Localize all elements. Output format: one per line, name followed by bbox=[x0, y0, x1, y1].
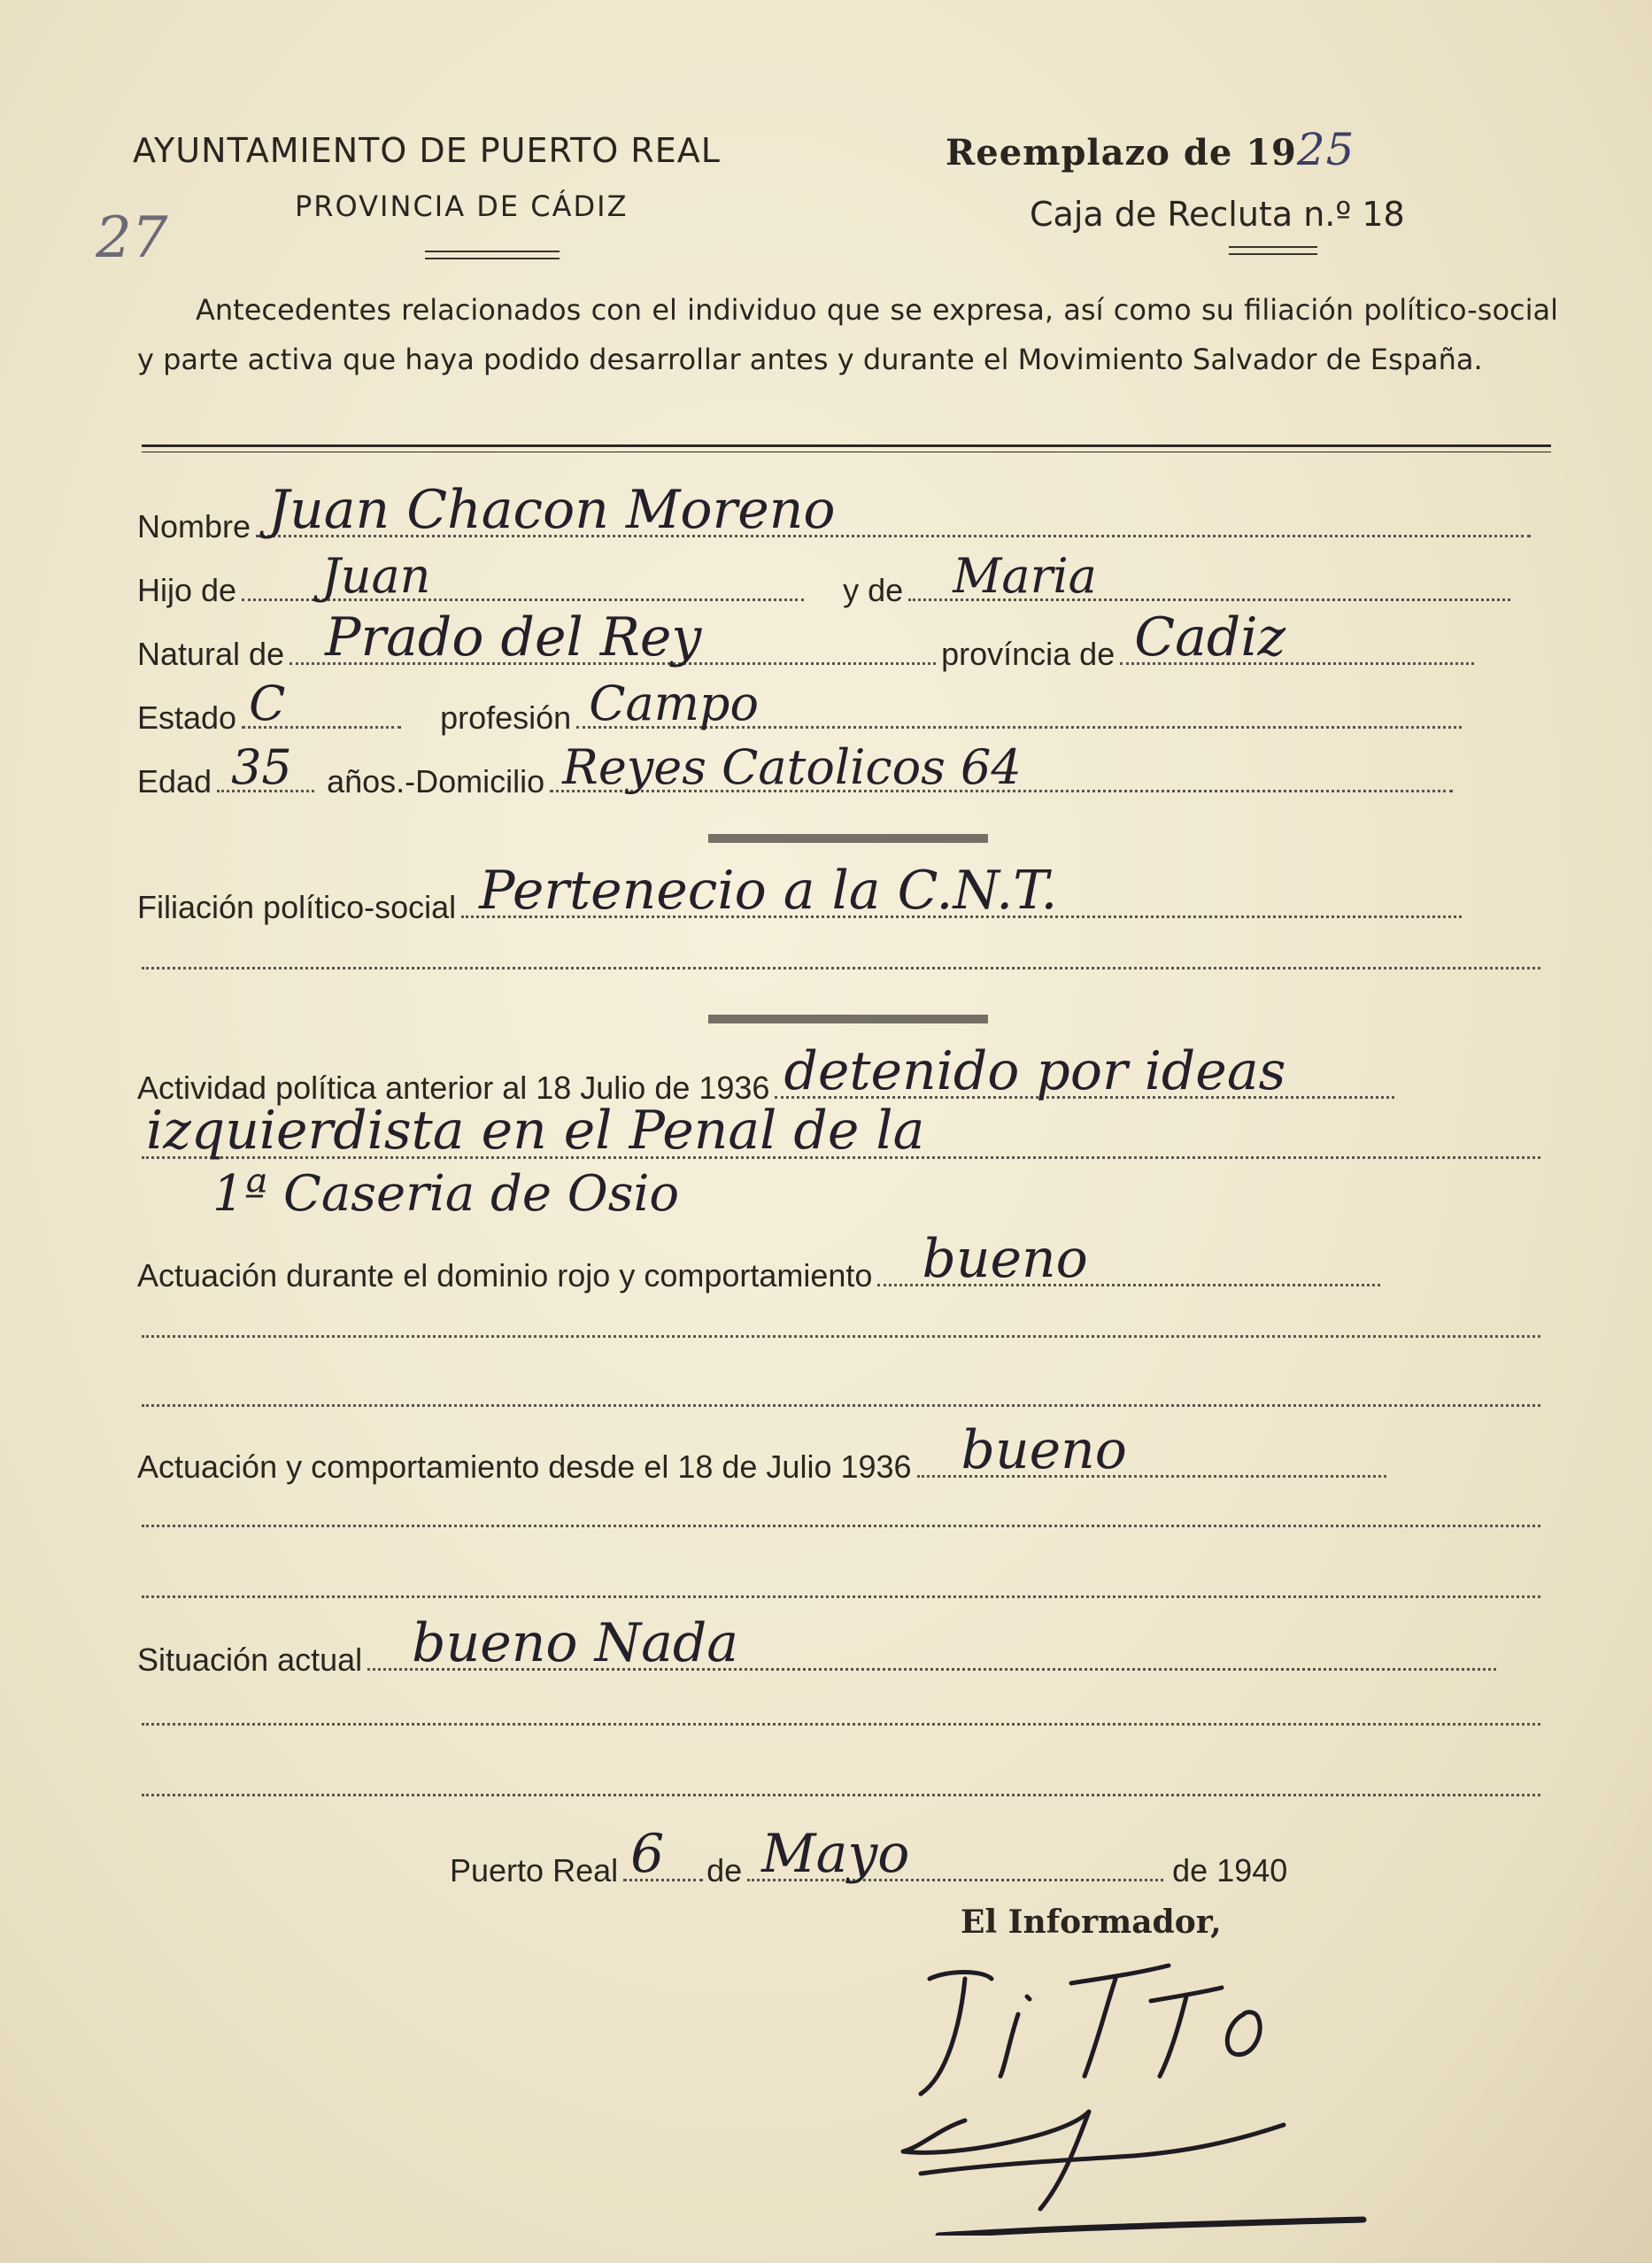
day-field bbox=[623, 1823, 703, 1885]
de-label: de bbox=[706, 1852, 743, 1888]
nombre-handwritten: Juan Chacon Moreno bbox=[268, 479, 836, 541]
edad-handwritten: 35 bbox=[231, 739, 292, 795]
provincia-de-field bbox=[1120, 606, 1474, 668]
row-actuacion-rojo bbox=[137, 1228, 1380, 1294]
informador-label: El Informador, bbox=[961, 1904, 1222, 1941]
section-bar-2 bbox=[708, 1015, 988, 1023]
natural-de-field bbox=[289, 606, 936, 668]
actuacion-julio-label: Actuación y comportamiento desde el 18 de Julio 1936 bbox=[137, 1448, 912, 1485]
hijo-de-field bbox=[242, 548, 804, 604]
actividad-label: Actividad política anterior al 18 Julio de 1936 bbox=[137, 1070, 770, 1106]
actuacion-rojo-handwritten: bueno bbox=[922, 1228, 1088, 1290]
y-de-handwritten: Maria bbox=[953, 548, 1097, 604]
caja-recluta: Caja de Recluta n.º 18 bbox=[1030, 195, 1405, 234]
actuacion-julio-blank-line-1 bbox=[142, 1525, 1540, 1527]
margin-number-mark: 27 bbox=[96, 205, 168, 271]
row-actuacion-julio bbox=[137, 1419, 1386, 1486]
situacion-blank-line-1 bbox=[142, 1723, 1540, 1726]
reemplazo-label: Reemplazo de 19 bbox=[946, 132, 1297, 174]
situacion-handwritten: bueno Nada bbox=[412, 1612, 739, 1674]
actuacion-rojo-blank-line-1 bbox=[142, 1335, 1540, 1338]
signature-stroke-3 bbox=[1071, 1966, 1169, 2076]
edad-label: Edad bbox=[137, 763, 212, 799]
profesion-handwritten: Campo bbox=[589, 676, 759, 731]
hijo-de-handwritten: Juan bbox=[321, 548, 431, 604]
anos-domicilio-label: años.-Domicilio bbox=[327, 763, 545, 799]
intro-paragraph: Antecedentes relacionados con el individuo que se expresa, así como su filiación político-social y parte activa que haya podido desarrollar antes y durante el Movimiento Salvador de España. bbox=[137, 293, 1558, 376]
actuacion-rojo-label: Actuación durante el dominio rojo y comportamiento bbox=[137, 1257, 873, 1294]
actuacion-julio-field bbox=[917, 1419, 1386, 1481]
domicilio-handwritten: Reyes Catolicos 64 bbox=[562, 739, 1022, 795]
municipality-title: AYUNTAMIENTO DE PUERTO REAL bbox=[133, 131, 721, 170]
signature-stroke-2 bbox=[1000, 1997, 1030, 2076]
filiacion-handwritten: Pertenecio a la C.N.T. bbox=[479, 860, 1058, 922]
row-filiacion bbox=[137, 860, 1462, 926]
situacion-blank-line-2 bbox=[142, 1794, 1540, 1796]
actividad-handwritten-line1: detenido por ideas bbox=[784, 1040, 1286, 1102]
header-municipality-block bbox=[133, 131, 859, 223]
estado-label: Estado bbox=[137, 699, 237, 736]
reemplazo-year-handwritten: 25 bbox=[1296, 124, 1355, 175]
signature-stroke-4 bbox=[1151, 1988, 1222, 2076]
row-situacion bbox=[137, 1612, 1496, 1679]
month-field bbox=[747, 1823, 1163, 1885]
actuacion-rojo-field bbox=[877, 1228, 1380, 1290]
row-estado bbox=[137, 676, 1462, 737]
y-de-field bbox=[908, 548, 1510, 604]
month-handwritten: Mayo bbox=[761, 1823, 910, 1885]
natural-de-handwritten: Prado del Rey bbox=[325, 606, 702, 668]
estado-handwritten: C bbox=[249, 676, 286, 731]
actuacion-julio-handwritten: bueno bbox=[961, 1419, 1127, 1481]
filiacion-blank-line bbox=[142, 967, 1540, 969]
actividad-field bbox=[775, 1040, 1394, 1102]
profesion-field bbox=[576, 676, 1462, 731]
nombre-label: Nombre bbox=[137, 508, 251, 545]
place-label: Puerto Real bbox=[450, 1852, 619, 1888]
header-right-rule bbox=[1229, 246, 1317, 255]
day-handwritten: 6 bbox=[630, 1823, 665, 1885]
date-line bbox=[450, 1823, 1288, 1889]
edad-field bbox=[217, 739, 314, 795]
actuacion-rojo-blank-line-2 bbox=[142, 1404, 1540, 1407]
row-padres bbox=[137, 548, 1510, 609]
provincia-de-handwritten: Cadiz bbox=[1134, 606, 1286, 668]
actuacion-julio-blank-line-2 bbox=[142, 1595, 1540, 1598]
row-natural bbox=[137, 606, 1474, 673]
nombre-field bbox=[256, 479, 1531, 541]
y-de-label: y de bbox=[843, 572, 904, 608]
natural-de-label: Natural de bbox=[137, 636, 285, 672]
reemplazo-line bbox=[946, 124, 1565, 175]
filiacion-field bbox=[461, 860, 1462, 922]
province-title: PROVINCIA DE CÁDIZ bbox=[295, 189, 629, 223]
provincia-de-label: província de bbox=[941, 636, 1115, 672]
situacion-label: Situación actual bbox=[137, 1641, 363, 1678]
situacion-field bbox=[367, 1612, 1496, 1674]
header-left-rule bbox=[425, 251, 560, 259]
row-nombre bbox=[137, 479, 1531, 545]
year-label: de 1940 bbox=[1172, 1852, 1288, 1888]
hijo-de-label: Hijo de bbox=[137, 572, 237, 608]
header-recruitment-block bbox=[946, 124, 1565, 234]
actividad-handwritten-line3: 1ª Caseria de Osio bbox=[212, 1165, 680, 1223]
section-bar-1 bbox=[708, 834, 988, 843]
signature-stroke-1 bbox=[921, 1973, 992, 2095]
actividad-handwritten-line2: izquierdista en el Penal de la bbox=[146, 1100, 925, 1162]
domicilio-field bbox=[550, 739, 1453, 795]
profesion-label: profesión bbox=[440, 699, 572, 736]
row-edad bbox=[137, 739, 1453, 800]
signature-image bbox=[885, 1943, 1381, 2236]
estado-field bbox=[242, 676, 401, 731]
section-separator bbox=[142, 444, 1551, 452]
signature-stroke-5 bbox=[1227, 2012, 1260, 2055]
signature-underline bbox=[938, 2220, 1363, 2236]
filiacion-label: Filiación político-social bbox=[137, 889, 457, 925]
